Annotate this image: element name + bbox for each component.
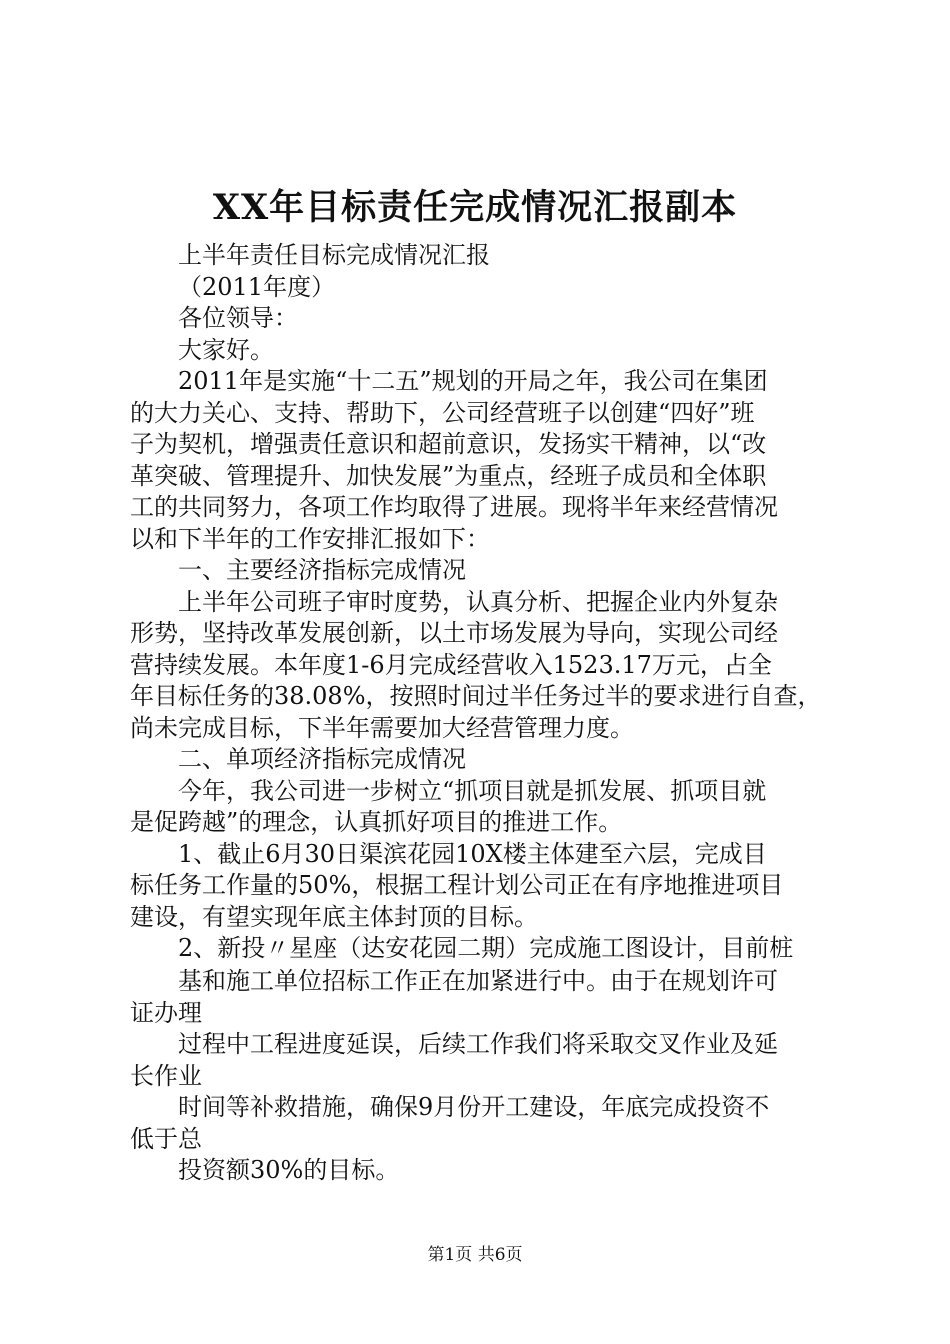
text-line: 上半年公司班子审时度势，认真分析、把握企业内外复杂 xyxy=(178,587,778,616)
text-line: 标任务工作量的50%，根据工程计划公司正在有序地推进项目 xyxy=(130,871,784,899)
text-line: 建设，有望实现年底主体封顶的目标。 xyxy=(130,902,538,931)
text-line: 工的共同努力，各项工作均取得了进展。现将半年来经营情况 xyxy=(130,493,778,521)
text-line: 以和下半年的工作安排汇报如下： xyxy=(130,524,490,553)
text-line: 今年，我公司进一步树立“抓项目就是抓发展、抓项目就 xyxy=(178,776,767,805)
text-line: 一、主要经济指标完成情况 xyxy=(178,556,466,584)
text-line: 1、截止6月30日渠滨花园10X楼主体建至六层，完成目 xyxy=(178,839,767,868)
document-title: XX年目标责任完成情况汇报副本 xyxy=(212,187,738,228)
text-line: 各位领导： xyxy=(178,304,298,332)
text-line: 投资额30%的目标。 xyxy=(178,1156,400,1184)
text-line: 时间等补救措施，确保9月份开工建设，年底完成投资不 xyxy=(178,1093,770,1121)
page-footer: 第1页 共6页 xyxy=(427,1245,523,1265)
text-line: 营持续发展。本年度1-6月完成经营收入1523.17万元，占全 xyxy=(130,650,772,679)
text-line: 低于总 xyxy=(130,1124,202,1153)
text-line: 证办理 xyxy=(130,998,202,1027)
document-body-continuation xyxy=(130,966,830,1187)
text-line: 子为契机，增强责任意识和超前意识，发扬实干精神，以“改 xyxy=(130,430,767,458)
text-line: （2011年度） xyxy=(178,272,336,301)
text-line: 尚未完成目标，下半年需要加大经营管理力度。 xyxy=(130,713,634,742)
text-line: 长作业 xyxy=(130,1061,202,1090)
text-line: 过程中工程进度延误，后续工作我们将采取交叉作业及延 xyxy=(178,1030,778,1058)
text-line: 2011年是实施“十二五”规划的开局之年，我公司在集团 xyxy=(178,367,768,395)
text-line: 2、新投〃星座（达安花园二期）完成施工图设计，目前桩 xyxy=(178,934,794,962)
text-line: 革突破、管理提升、加快发展”为重点，经班子成员和全体职 xyxy=(130,461,767,490)
text-line: 是促跨越”的理念，认真抓好项目的推进工作。 xyxy=(130,808,623,836)
document-body xyxy=(130,240,830,965)
text-line: 上半年责任目标完成情况汇报 xyxy=(178,241,490,269)
text-line: 大家好。 xyxy=(178,335,274,364)
text-line: 的大力关心、支持、帮助下，公司经营班子以创建“四好”班 xyxy=(130,398,755,427)
text-line: 形势，坚持改革发展创新，以土市场发展为导向，实现公司经 xyxy=(130,619,778,647)
text-line: 基和施工单位招标工作正在加紧进行中。由于在规划许可 xyxy=(178,967,778,995)
text-line: 年目标任务的38.08%，按照时间过半任务过半的要求进行自查， xyxy=(130,682,822,710)
text-line: 二、单项经济指标完成情况 xyxy=(178,745,466,773)
